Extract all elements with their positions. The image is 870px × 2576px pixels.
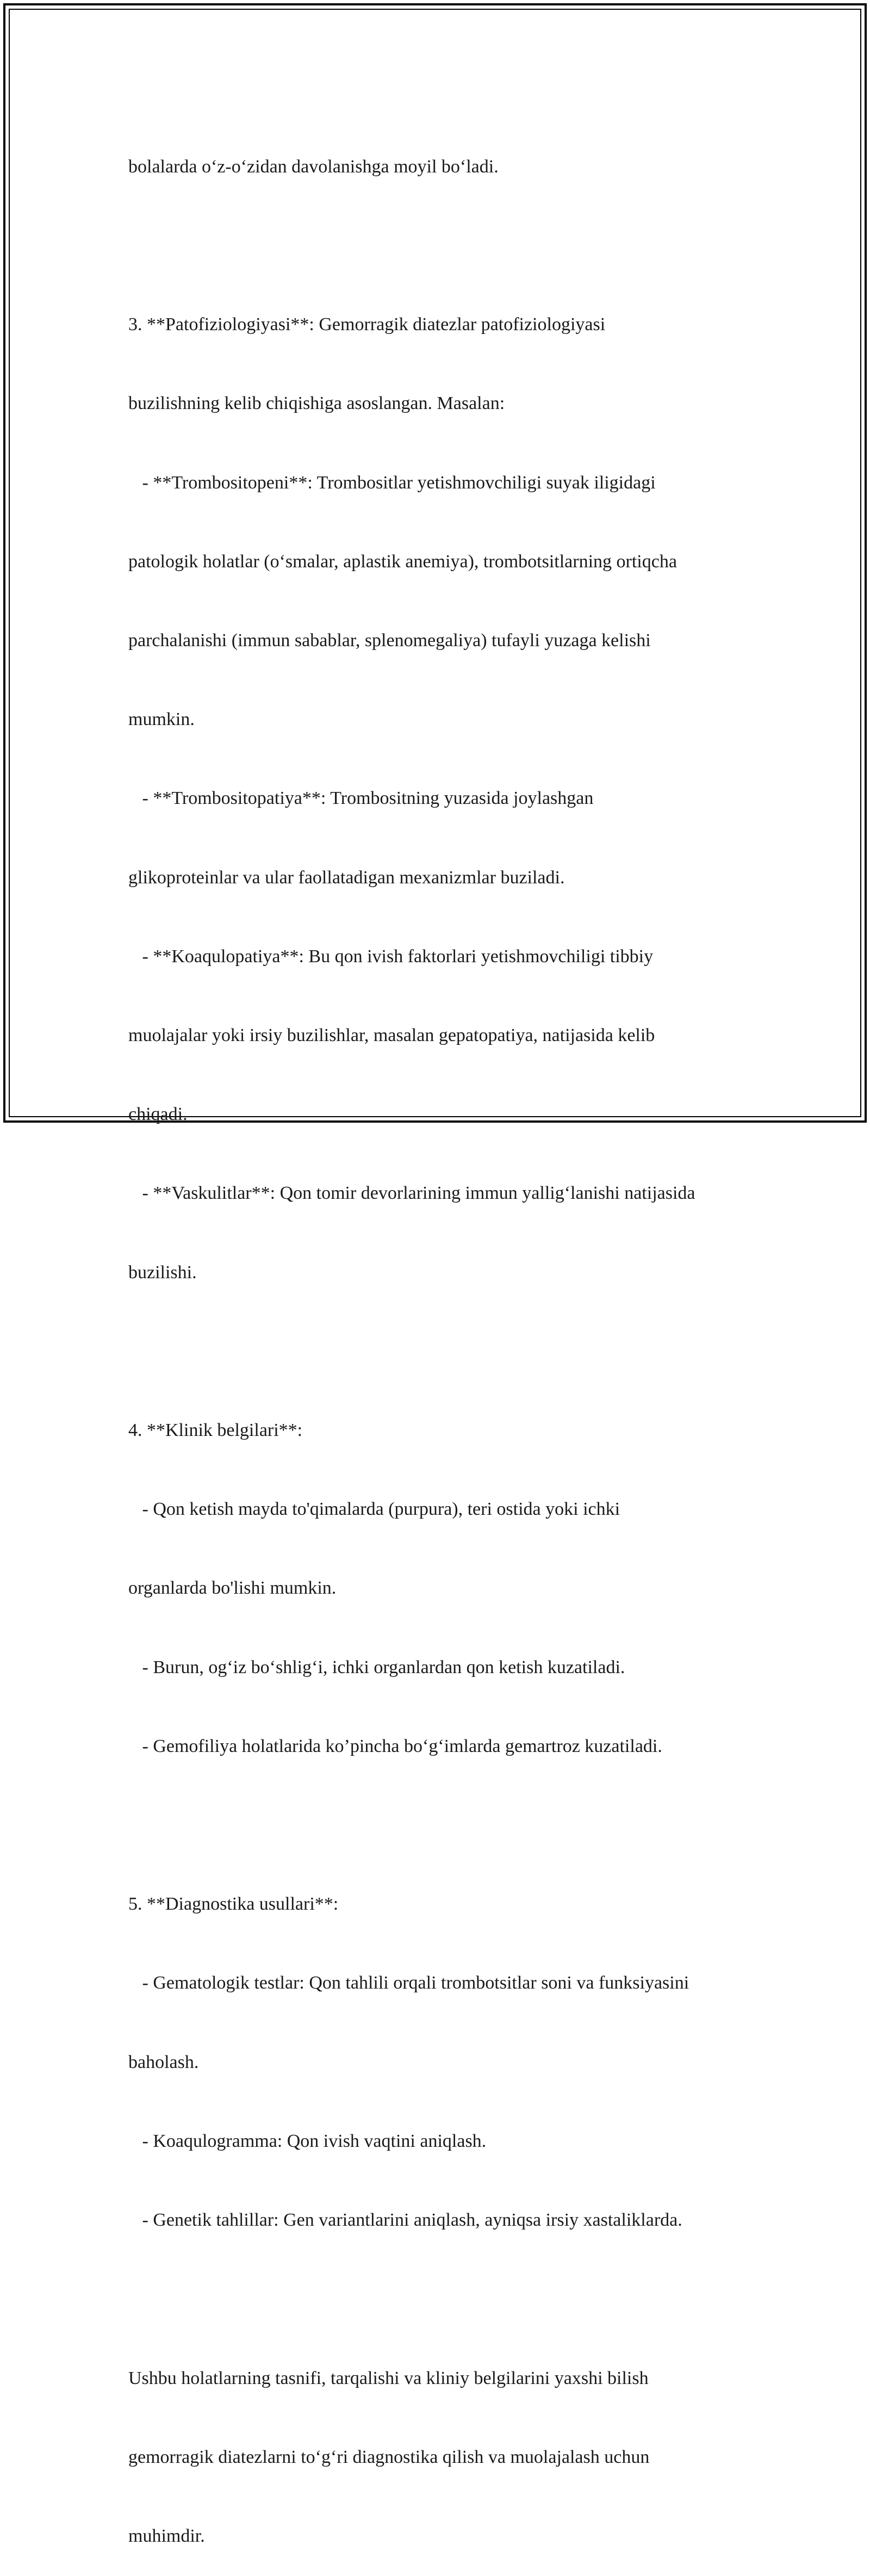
section-heading-clinical-signs: 4. **Klinik belgilari**: — [128, 1420, 303, 1441]
document-body — [128, 101, 770, 2576]
text-line: chiqadi. — [128, 1104, 188, 1125]
text-line: buzilishi. — [128, 1262, 197, 1283]
section-heading-pathophysiology: 3. **Patofiziologiyasi**: Gemorragik diatezlar patofiziologiyasi — [128, 314, 606, 335]
text-line: muolajalar yoki irsiy buzilishlar, masalan gepatopatiya, natijasida kelib — [128, 1025, 655, 1046]
text-line: baholash. — [128, 2052, 199, 2072]
text-line: glikoproteinlar va ular faollatadigan mexanizmlar buziladi. — [128, 867, 565, 888]
list-item: - Genetik tahlillar: Gen variantlarini aniqlash, ayniqsa irsiy xastaliklarda. — [128, 2210, 682, 2231]
conclusion-paragraph: Ushbu holatlarning tasnifi, tarqalishi va kliniy belgilarini yaxshi bilish — [128, 2368, 649, 2388]
list-item-koaqulopatiya: - **Koaqulopatiya**: Bu qon ivish faktorlari yetishmovchiligi tibbiy — [128, 946, 654, 967]
text-line: organlarda bo'lishi mumkin. — [128, 1578, 337, 1599]
list-item-trombositopatiya: - **Trombositopatiya**: Trombositning yuzasida joylashgan — [128, 788, 594, 809]
list-item: - Burun, og‘iz bo‘shlig‘i, ichki organlardan qon ketish kuzatiladi. — [128, 1657, 625, 1677]
blank-line — [128, 233, 770, 259]
text-line: muhimdir. — [128, 2525, 205, 2546]
list-item-trombositopeni: - **Trombositopeni**: Trombositlar yetishmovchiligi suyak iligidagi — [128, 472, 656, 493]
list-item: - Gemofiliya holatlarida ko’pincha bo‘g‘imlarda gemartroz kuzatiladi. — [128, 1736, 662, 1756]
text-line: parchalanishi (immun sabablar, splenomegaliya) tufayli yuzaga kelishi — [128, 630, 651, 651]
list-item: - Koaqulogramma: Qon ivish vaqtini aniqlash. — [128, 2131, 487, 2151]
text-line: patologik holatlar (o‘smalar, aplastik anemiya), trombotsitlarning ortiqcha — [128, 551, 677, 572]
text-line: buzilishning kelib chiqishiga asoslangan. Masalan: — [128, 393, 505, 414]
blank-line — [128, 1339, 770, 1365]
text-line: mumkin. — [128, 709, 195, 730]
text-line: bolalarda o‘z-o‘zidan davolanishga moyil bo‘ladi. — [128, 156, 499, 177]
text-line: gemorragik diatezlarni to‘g‘ri diagnostika qilish va muolajalash uchun — [128, 2447, 650, 2467]
blank-line — [128, 2286, 770, 2312]
section-heading-diagnostics: 5. **Diagnostika usullari**: — [128, 1894, 339, 1915]
blank-line — [128, 1812, 770, 1838]
list-item-vaskulitlar: - **Vaskulitlar**: Qon tomir devorlarining immun yallig‘lanishi natijasida — [128, 1183, 695, 1204]
list-item: - Qon ketish mayda to'qimalarda (purpura), teri ostida yoki ichki — [128, 1499, 620, 1520]
list-item: - Gematologik testlar: Qon tahlili orqali trombotsitlar soni va funksiyasini — [128, 1973, 689, 1993]
